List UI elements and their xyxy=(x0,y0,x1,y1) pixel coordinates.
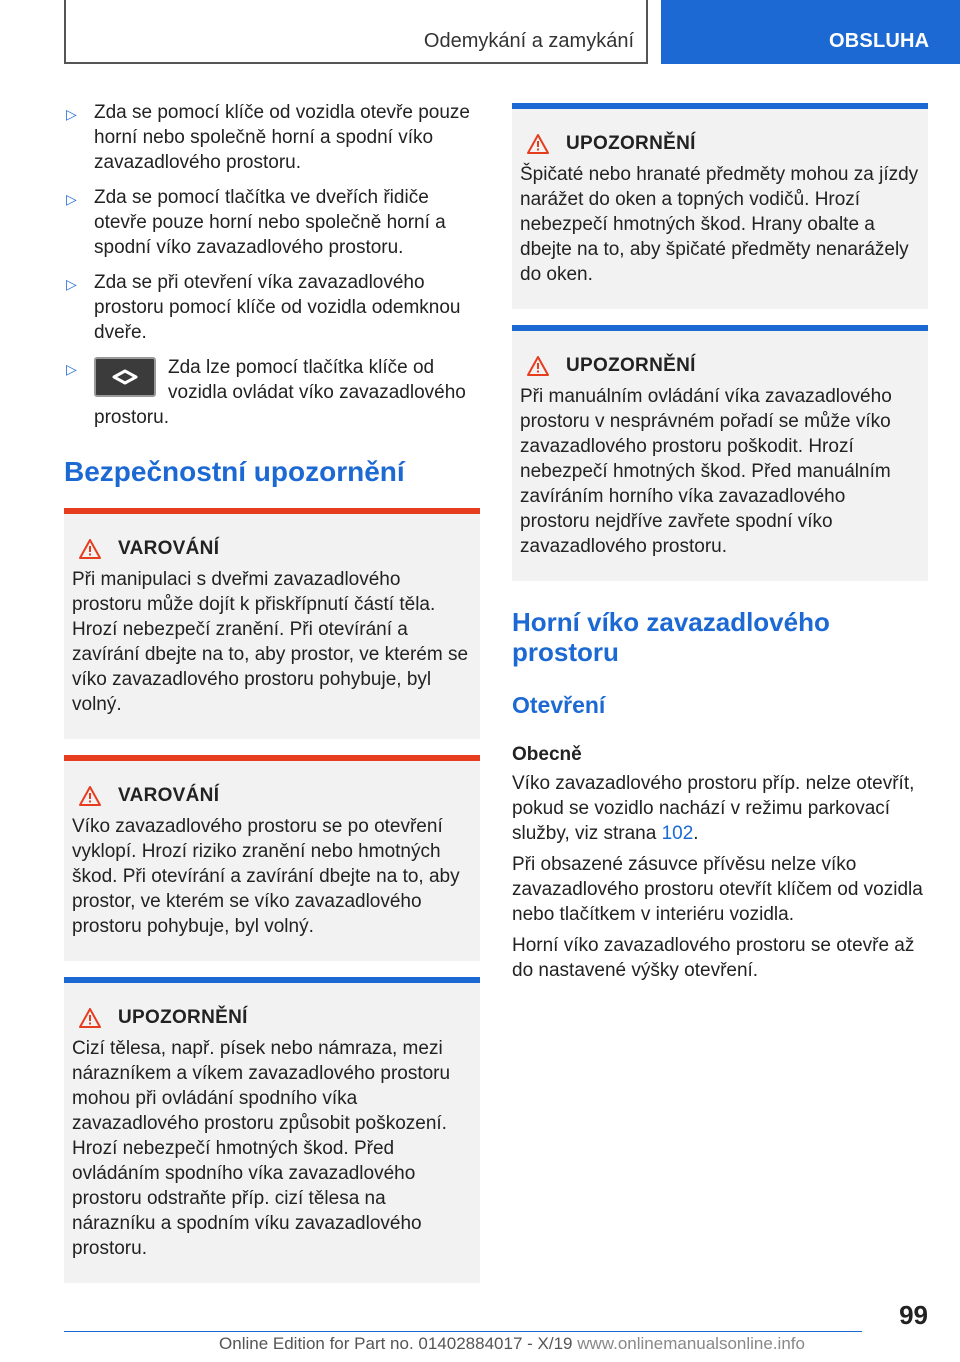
notice-box xyxy=(64,977,480,1283)
list-item-text: Zda se při otevření víka zavazadlového prostoru pomocí klíče od vozidla odemknou dveře. xyxy=(94,272,461,343)
list-item-text: Zda se pomocí klíče od vozidla otevře pouze horní nebo společně horní a spodní víko zavazadlového prostoru. xyxy=(94,102,470,173)
notice-box xyxy=(512,325,928,581)
page-number: 99 xyxy=(899,1300,928,1330)
warning-triangle-icon xyxy=(78,785,102,807)
chapter-title: Odemykání a zamykání xyxy=(423,30,634,52)
warning-triangle-icon xyxy=(526,133,550,155)
triangle-right-icon: ▷ xyxy=(66,191,77,207)
list-item-text: Zda lze pomocí tlačítka klíče od vozidla ovládat víko zavazadlového prostoru. xyxy=(94,357,466,428)
list-item xyxy=(64,355,480,430)
footer-edition xyxy=(64,1334,960,1358)
list-item xyxy=(64,270,480,345)
warning-label: VAROVÁNÍ xyxy=(118,538,220,559)
general-heading: Obecně xyxy=(512,744,582,765)
section-tab-label: OBSLUHA xyxy=(829,30,930,52)
page-link[interactable]: 102 xyxy=(661,823,694,844)
warning-triangle-icon xyxy=(78,538,102,560)
edition-text: Online Edition for Part no. 01402884017 - X/19 xyxy=(219,1334,573,1353)
watermark-text: www.onlinemanualsonline.info xyxy=(577,1334,805,1353)
triangle-right-icon: ▷ xyxy=(66,276,77,292)
tailgate-button-icon xyxy=(94,357,156,397)
paragraph xyxy=(512,771,928,846)
notice-label: UPOZORNĚNÍ xyxy=(566,355,696,376)
subsection-heading: Otevření xyxy=(512,692,606,718)
triangle-right-icon: ▷ xyxy=(66,361,77,377)
paragraph: Horní víko zavazadlového prostoru se otevře až do nastavené výšky otevření. xyxy=(512,935,915,981)
notice-text: Cizí tělesa, např. písek nebo námraza, mezi nárazníkem a víkem zavazadlového prostoru mohou při ovládání spodního víka zavazadlového prostoru způsobit poškození. Hrozí nebezpečí hmotných škod. Před ovládáním spodního víka zavazadlového prostoru odstraňte příp. cizí tělesa na nárazníku a spodním víku zavazadlového prostoru. xyxy=(72,1038,451,1259)
section-tab[interactable] xyxy=(661,0,960,64)
warning-label: VAROVÁNÍ xyxy=(118,785,220,806)
warning-box xyxy=(64,508,480,739)
warning-text: Při manipulaci s dveřmi zavazadlového prostoru může dojít k přiskřípnutí částí těla. Hrozí nebezpečí zranění. Při otevírání a zavírání dbejte na to, aby prostor, ve kterém se víko zavazadlového prostoru pohybuje, byl volný. xyxy=(72,569,469,715)
notice-text: Špičaté nebo hranaté předměty mohou za jízdy narážet do oken a topných vodičů. Hrozí nebezpečí hmotných škod. Hrany obalte a dbejte na to, aby špičaté předměty nenarážely do oken. xyxy=(520,164,919,285)
safety-heading: Bezpečnostní upozornění xyxy=(64,456,405,487)
list-item-text: Zda se pomocí tlačítka ve dveřích řidiče otevře pouze horní nebo společně horní a spodní víko zavazadlového prostoru. xyxy=(94,187,446,258)
notice-label: UPOZORNĚNÍ xyxy=(118,1007,248,1028)
warning-triangle-icon xyxy=(526,355,550,377)
notice-box xyxy=(512,103,928,309)
notice-text: Při manuálním ovládání víka zavazadlového prostoru v nesprávném pořadí se může víko zavazadlového prostoru poškodit. Hrozí nebezpečí hmotných škod. Před manuálním zavíráním horního víka zavazadlového prostoru nejdříve zavřete spodní víko zavazadlového prostoru. xyxy=(520,386,892,557)
paragraph-text-end: . xyxy=(693,823,699,844)
warning-triangle-icon xyxy=(78,1007,102,1029)
notice-label: UPOZORNĚNÍ xyxy=(566,133,696,154)
paragraph-text: Víko zavazadlového prostoru příp. nelze otevřít, pokud se vozidlo nachází v režimu parkovací služby, viz strana xyxy=(512,773,915,844)
header-bar xyxy=(64,0,648,64)
footer-divider xyxy=(64,1331,862,1332)
paragraph: Při obsazené zásuvce přívěsu nelze víko zavazadlového prostoru otevřít klíčem od vozidla nebo tlačítkem v interiéru vozidla. xyxy=(512,854,923,925)
right-column xyxy=(512,103,928,989)
warning-text: Víko zavazadlového prostoru se po otevření vyklopí. Hrozí riziko zranění nebo hmotných škod. Při otevírání a zavírání dbejte na to, aby prostor, ve kterém se víko zavazadlového prostoru pohybuje, byl volný. xyxy=(72,816,460,937)
list-item xyxy=(64,185,480,260)
warning-box xyxy=(64,755,480,961)
section-heading: Horní víko zavazadlového prostoru xyxy=(512,607,830,667)
triangle-right-icon: ▷ xyxy=(66,106,77,122)
list-item xyxy=(64,100,480,175)
left-column xyxy=(64,100,480,1299)
